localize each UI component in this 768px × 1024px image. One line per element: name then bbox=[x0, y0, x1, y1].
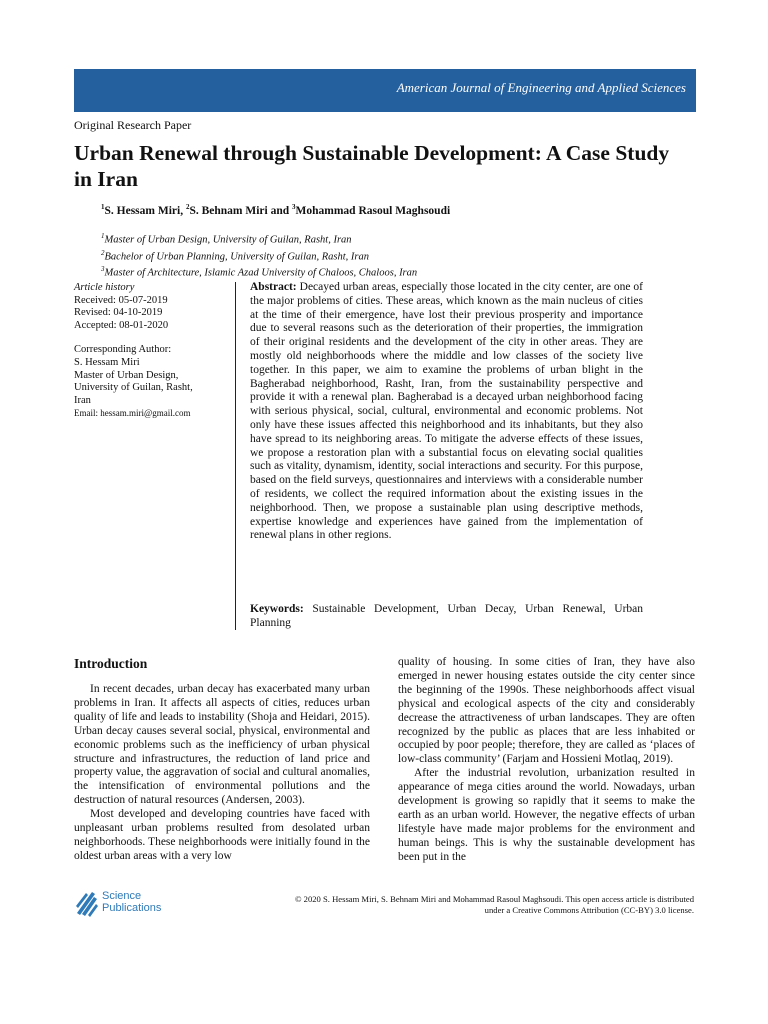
publisher-name bbox=[102, 890, 161, 914]
corresponding-email[interactable]: Email: hessam.miri@gmail.com bbox=[74, 408, 191, 419]
intro-paragraph-1: In recent decades, urban decay has exacerbated many urban problems in Iran. It affects all aspects of cities, reduces urban quality of life and leads to instability (Shoja and Heidari, 2015). Urban decay causes several social, physical, environmental and economic problems such as the inefficiency of urban physical structure and infrastructures, the reduction of land price and property value, the aggravation of social and cultural anomalies, the intensification of environmental pollutions and the destruction of natural resources (Andersen, 2003). bbox=[74, 683, 370, 807]
publisher-logo-icon bbox=[74, 889, 100, 917]
body-column-right bbox=[398, 656, 695, 865]
publisher-name-line-1: Science bbox=[102, 890, 142, 902]
introduction-heading: Introduction bbox=[74, 656, 148, 671]
author-1-sup: 1 bbox=[101, 203, 105, 211]
affiliation-1-text: Master of Urban Design, University of Guilan, Rasht, Iran bbox=[104, 234, 352, 246]
affiliation-3-text: Master of Architecture, Islamic Azad University of Chaloos, Chaloos, Iran bbox=[104, 267, 418, 279]
publisher-name-line-2: Publications bbox=[102, 902, 162, 914]
copyright-line-1: © 2020 S. Hessam Miri, S. Behnam Miri and Mohammad Rasoul Maghsoudi. This open access article is distributed bbox=[294, 894, 694, 904]
journal-name: American Journal of Engineering and Applied Sciences bbox=[396, 80, 686, 95]
corresponding-country: Iran bbox=[74, 394, 91, 406]
article-title: Urban Renewal through Sustainable Development: A Case Study in Iran bbox=[74, 141, 670, 191]
copyright-line-2: under a Creative Commons Attribution (CC-BY) 3.0 license. bbox=[484, 905, 694, 915]
science-publications-logo bbox=[74, 889, 174, 919]
corresponding-name: S. Hessam Miri bbox=[74, 356, 140, 368]
history-heading: Article history bbox=[74, 282, 135, 293]
author-3-name: Mohammad Rasoul Maghsoudi bbox=[295, 204, 451, 217]
keywords bbox=[250, 603, 643, 631]
sidebar-divider bbox=[235, 282, 236, 630]
keywords-label: Keywords: bbox=[250, 603, 304, 615]
author-2-sup: 2 bbox=[185, 203, 190, 211]
affiliation-2-sup: 2 bbox=[101, 248, 105, 257]
article-info-sidebar bbox=[74, 282, 234, 420]
author-3-sup: 3 bbox=[292, 203, 296, 211]
journal-banner bbox=[74, 69, 696, 112]
author-1-name: S. Hessam Miri, bbox=[104, 204, 186, 217]
affiliation-3 bbox=[101, 263, 417, 280]
corresponding-position: Master of Urban Design, bbox=[74, 369, 179, 381]
abstract-text: Decayed urban areas, especially those located in the city center, are one of the major problems of cities. These areas, which known as the main nucleus of cities at the time of their emergence, have lost their previous prosperity and importance due to several reasons such as the deterioration of their properties, the immigration of their original residents and the development of the city in other areas. They are mostly old neighborhoods where the middle and low classes of the society live together. In this paper, we aim to examine the problems of urban blight in the Bagherabad neighborhood, Rasht, Iran, from the sustainability perspective and provide it with a renewal plan. Bagherabad is a decayed urban neighborhood facing with serious physical, social, cultural, environmental and economic problems. Not only have these issues affected this neighborhood and its inhabitants, but they also have spread to its neighboring areas. To mitigate the adverse effects of these issues, we propose a restoration plan with a substantial focus on elevating social qualities such as vitality, dynamism, identity, social interactions and security. For this purpose, based on the field surveys, questionnaires and interviews with a considerable number of residents, we collect the required information about the existing issues in the neighborhood. Then, we propose a sustainable plan using descriptive methods, expertise knowledge and experiences have gained from the implementation of renewal plans in other regions. bbox=[250, 281, 644, 542]
corresponding-institution: University of Guilan, Rasht, bbox=[74, 382, 193, 394]
affiliation-2-text: Bachelor of Urban Planning, University of Guilan, Rasht, Iran bbox=[104, 251, 370, 262]
accepted-date: Accepted: 08-01-2020 bbox=[74, 319, 169, 331]
intro-paragraph-2-continued: quality of housing. In some cities of Iran, they have also emerged in newer housing estates outside the city center since the beginning of the 1990s. These neighborhoods affect visual physical and ecological aspects of the city and considerably decrease the attractiveness of urban landscapes. They are often recognized by the public as places that are less inhabited or occupied by poor people; therefore, they are called as ‘places of low-class community’ (Farjam and Hossieni Motlaq, 2019). bbox=[398, 656, 695, 766]
affiliation-1-sup: 1 bbox=[101, 232, 105, 240]
affiliation-2 bbox=[101, 247, 417, 264]
author-2-name: S. Behnam Miri and bbox=[189, 204, 293, 217]
affiliation-list bbox=[101, 230, 417, 280]
copyright-notice bbox=[240, 894, 694, 916]
intro-paragraph-2: Most developed and developing countries have faced with unpleasant urban problems resulted from desolated urban neighborhoods. These neighborhoods were initially found in the oldest urban areas with a very low bbox=[74, 808, 370, 862]
article-type: Original Research Paper bbox=[74, 118, 192, 132]
keywords-text: Sustainable Development, Urban Decay, Urban Renewal, Urban Planning bbox=[250, 603, 644, 629]
revised-date: Revised: 04-10-2019 bbox=[74, 307, 163, 319]
affiliation-3-sup: 3 bbox=[101, 265, 105, 273]
affiliation-1 bbox=[101, 230, 417, 247]
corresponding-heading: Corresponding Author: bbox=[74, 344, 172, 356]
intro-paragraph-3: After the industrial revolution, urbanization resulted in appearance of mega cities around the world. Nowadays, urban development is growing so rapidly that it seems to make the earth as an urban world. However, the negative effects of urban lifestyle have made major problems for the environment and human beings. This is why the sustainable development has been put in the bbox=[398, 767, 695, 863]
abstract-label: Abstract: bbox=[250, 281, 297, 293]
abstract bbox=[250, 281, 643, 543]
received-date: Received: 05-07-2019 bbox=[74, 294, 168, 306]
body-column-left bbox=[74, 683, 370, 864]
author-list bbox=[101, 203, 450, 217]
